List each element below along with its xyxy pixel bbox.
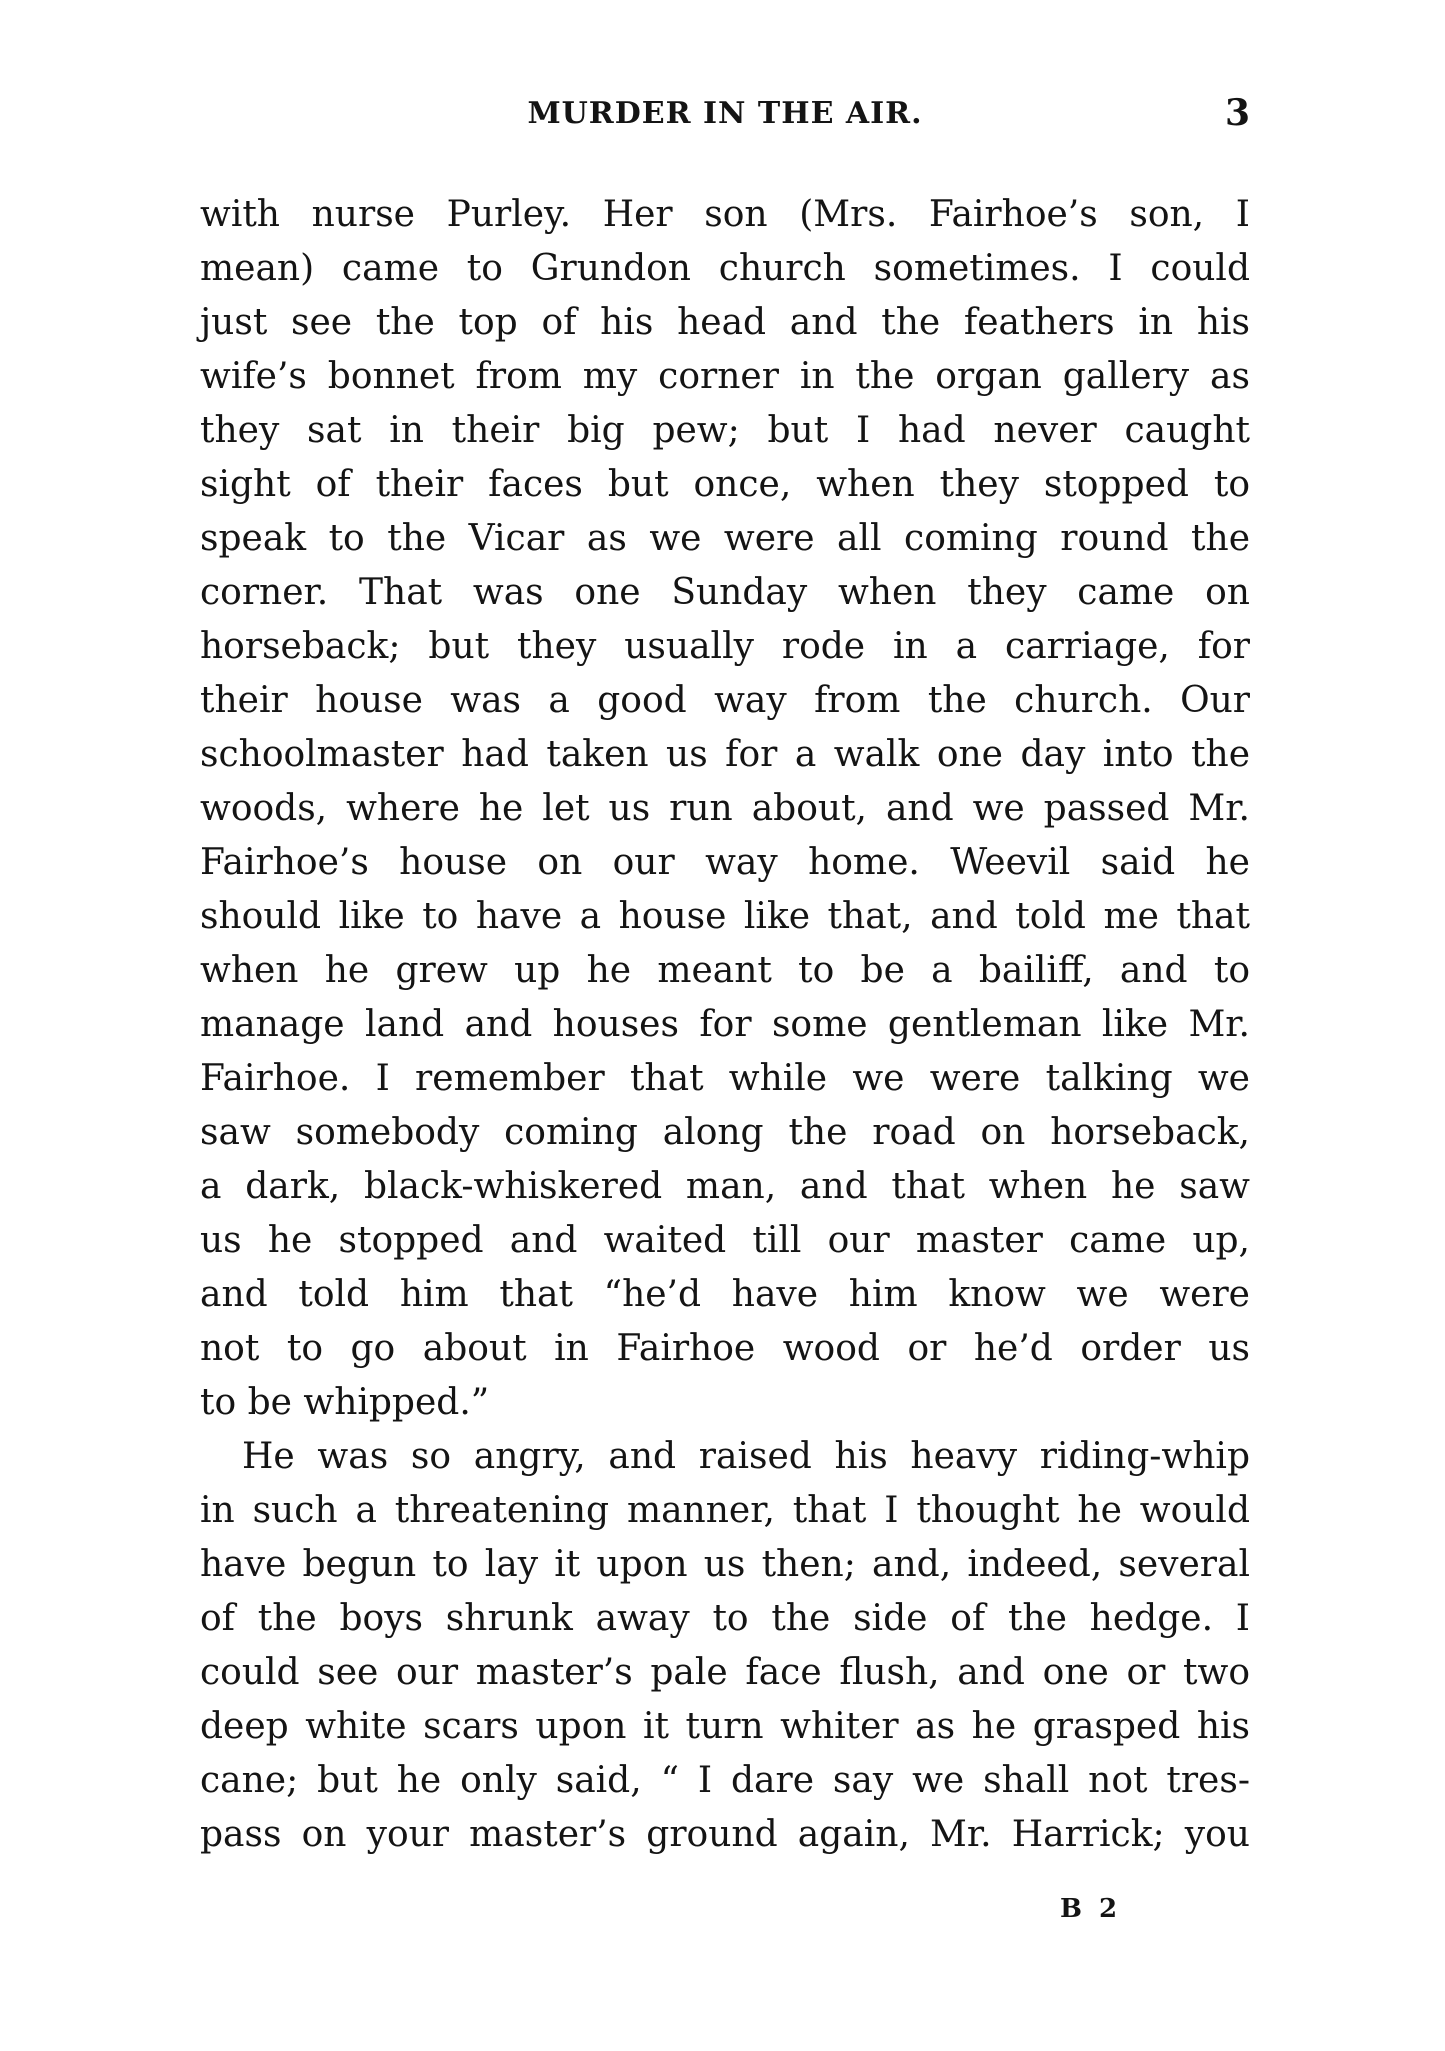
text-line: horseback; but they usually rode in a carriage, for bbox=[200, 626, 1250, 667]
text-line: wife’s bonnet from my corner in the organ gallery as bbox=[200, 356, 1250, 397]
text-line: just see the top of his head and the feathers in his bbox=[200, 302, 1250, 343]
running-head bbox=[200, 92, 1250, 140]
text-line: sight of their faces but once, when they stopped to bbox=[200, 464, 1250, 505]
page-number: 3 bbox=[1224, 92, 1250, 134]
text-line: their house was a good way from the church. Our bbox=[200, 680, 1250, 721]
text-line: they sat in their big pew; but I had never caught bbox=[200, 410, 1250, 451]
text-line: mean) came to Grundon church sometimes. I could bbox=[200, 248, 1250, 289]
text-line: Fairhoe’s house on our way home. Weevil said he bbox=[200, 842, 1250, 883]
text-line: cane; but he only said, “ I dare say we shall not tres- bbox=[200, 1760, 1250, 1801]
text-line: schoolmaster had taken us for a walk one day into the bbox=[200, 734, 1250, 775]
text-line: and told him that “he’d have him know we were bbox=[200, 1274, 1250, 1315]
text-line: He was so angry, and raised his heavy riding-whip bbox=[242, 1436, 1250, 1477]
text-line: corner. That was one Sunday when they came on bbox=[200, 572, 1250, 613]
text-line: a dark, black-whiskered man, and that when he saw bbox=[200, 1166, 1250, 1207]
text-line: speak to the Vicar as we were all coming round the bbox=[200, 518, 1250, 559]
text-line: should like to have a house like that, and told me that bbox=[200, 896, 1250, 937]
text-line: in such a threatening manner, that I thought he would bbox=[200, 1490, 1250, 1531]
text-line: have begun to lay it upon us then; and, indeed, several bbox=[200, 1544, 1250, 1585]
text-line: to be whipped.” bbox=[200, 1382, 490, 1423]
text-line: with nurse Purley. Her son (Mrs. Fairhoe’s son, I bbox=[200, 194, 1250, 235]
text-line: when he grew up he meant to be a bailiff, and to bbox=[200, 950, 1250, 991]
text-line: not to go about in Fairhoe wood or he’d order us bbox=[200, 1328, 1250, 1369]
running-title: MURDER IN THE AIR. bbox=[527, 96, 923, 131]
text-line: could see our master’s pale face flush, and one or two bbox=[200, 1652, 1250, 1693]
text-line: pass on your master’s ground again, Mr. Harrick; you bbox=[200, 1814, 1250, 1855]
text-line: woods, where he let us run about, and we passed Mr. bbox=[200, 788, 1250, 829]
text-line: Fairhoe. I remember that while we were talking we bbox=[200, 1058, 1250, 1099]
text-line: deep white scars upon it turn whiter as he grasped his bbox=[200, 1706, 1250, 1747]
text-line: us he stopped and waited till our master came up, bbox=[200, 1220, 1250, 1261]
text-line: saw somebody coming along the road on horseback, bbox=[200, 1112, 1250, 1153]
text-line: manage land and houses for some gentleman like Mr. bbox=[200, 1004, 1250, 1045]
text-line: of the boys shrunk away to the side of the hedge. I bbox=[200, 1598, 1250, 1639]
signature-mark: B 2 bbox=[1060, 1894, 1122, 1924]
